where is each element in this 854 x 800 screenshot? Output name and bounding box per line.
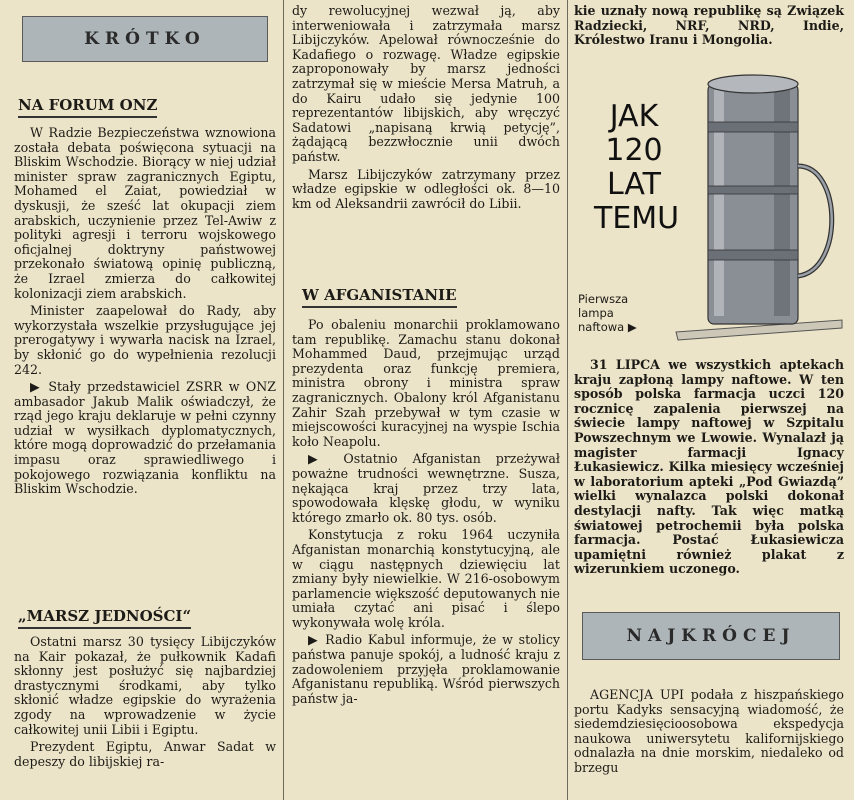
kerosene-lamp-illustration (674, 70, 846, 342)
paragraph: ▶ Radio Kabul informuje, że w stolicy państwa panuje spokój, a ludność kraju z zadowoleniem przyjęła proklamowanie Afganistanu republiką. Wśród pierwszych państw ja- (292, 632, 560, 706)
article-lampa-naftowa (574, 358, 844, 580)
krotko-header-box (22, 16, 268, 62)
paragraph: Po obaleniu monarchii proklamowano tam republikę. Zamachu stanu dokonał Mohammed Daud, przejmując urząd prezydenta oraz funkcję premiera, ministra obrony i ministra spraw zagranicznych. Obalony król Afganistanu Zahir Szah przebywał w tym czasie w miejscowości kuracyjnej na wyspie Ischia koło Neapolu. (292, 317, 560, 449)
article-forum-onz (14, 126, 276, 500)
najkrocej-header-box (582, 612, 840, 660)
paragraph: Ostatni marsz 30 tysięcy Libijczyków na Kair pokazał, że pułkownik Kadafi skłonny jest posłużyć się najbardziej drastycznymi środkami, aby tylko skłonić władze egipskie do wyrażenia zgody na wprowadzenie w życie całkowitej unii Libii i Egiptu. (14, 634, 276, 737)
lamp-caption (578, 292, 637, 334)
paragraph: ▶ Stały przedstawiciel ZSRR w ONZ ambasador Jakub Malik oświadczył, że rząd jego kraju deklaruje w pełni czynny udział w wysiłkach dyplomatycznych, które mogą doprowadzić do przełamania impasu oraz sprawiedliwego i pokojowego rozwiązania konfliktu na Bliskim Wschodzie. (14, 379, 276, 497)
section-title-forum-onz: NA FORUM ONZ (18, 96, 157, 118)
illustration-title-line: JAK (609, 99, 659, 134)
paragraph: dy rewolucyjnej wezwał ją, aby interweniowała i zatrzymała marsz Libijczyków. Apelował równocześnie do Kadafiego o rozwagę. Władze egipskie zaproponowały by marsz jedności zatrzymał się w mieście Mersa Matruh, a do Kairu udało się jedynie 100 reprezentantów libijskich, aby wręczyć Sadatowi „napisaną krwią petycję”, żądającą bezzwłocznie unii dwóch państw. (292, 3, 560, 164)
lamp-caption-line: lampa (578, 306, 614, 320)
lamp-caption-line: Pierwsza (578, 292, 629, 306)
paragraph: ▶ Ostatnio Afganistan przeżywał poważne trudności wewnętrzne. Susza, nękająca kraj przez trzy lata, spowodowała klęskę głodu, w wyniku którego zmarło ok. 80 tys. osób. (292, 451, 560, 525)
article-afganistan-continued (574, 4, 844, 51)
section-title-marsz-jednosci: „MARSZ JEDNOŚCI“ (18, 607, 191, 629)
illustration-title-line: 120 (605, 133, 663, 168)
paragraph: 31 LIPCA we wszystkich aptekach kraju zapłoną lampy naftowe. W ten sposób polska farmacja uczci 120 rocznicę zapalenia pierwszej na świecie lampy naftowej w Szpitalu Powszechnym we Lwowie. Wynalazł ją magister farmacji Ignacy Łukasiewicz. Kilka miesięcy wcześniej w laboratorium apteki „Pod Gwiazdą” wielki wynalazca polski dokonał destylacji nafty. Tak więc matką światowej petrochemii była polska farmacja. Postać Łukasiewicza upamiętni również plakat z wizerunkiem uczonego. (574, 357, 844, 577)
section-title-w-afganistanie: W AFGANISTANIE (302, 286, 457, 308)
paragraph: kie uznały nową republikę są Związek Radziecki, NRF, NRD, Indie, Królestwo Iranu i Mongolia. (574, 3, 844, 48)
illustration-title-line: LAT (607, 167, 661, 202)
najkrocej-header-label: NAJKRÓCEJ (626, 626, 796, 646)
column-3 (574, 0, 846, 800)
column-divider (567, 0, 568, 800)
article-agencja-upi (574, 688, 844, 779)
column-divider (283, 0, 284, 800)
krotko-header-label: KRÓTKO (84, 29, 206, 49)
article-marsz-continued (292, 4, 560, 214)
paragraph: W Radzie Bezpieczeństwa wznowiona została debata poświęcona sytuacji na Bliskim Wschodzie. Biorący w niej udział minister spraw zagranicznych Egiptu, Mohamed el Zaiat, powiedział w dyskusji, że sześć lat okupacji ziem arabskich, uczynienie przez Tel-Awiw z polityki agresji i terroru wojskowego oficjalnej doktryny państwowej przekonało światową opinię publiczną, że Izrael zmierza do całkowitej kolonizacji ziem arabskich. (14, 125, 276, 301)
paragraph: Marsz Libijczyków zatrzymany przez władze egipskie w odległości ok. 8—10 km od Aleksandrii zawrócił do Libii. (292, 166, 560, 211)
paragraph: Konstytucja z roku 1964 uczyniła Afganistan monarchią konstytucyjną, ale w ciągu następnych dziewięciu lat zmiany były niewielkie. W 216-osobowym parlamencie większość deputowanych nie umiała czytać ani pisać i ślepo wykonywała wolę króla. (292, 527, 560, 630)
article-marsz-jednosci (14, 635, 276, 772)
paragraph: Minister zaapelował do Rady, aby wykorzystała wszelkie przysługujące jej prerogatywy i wywarła nacisk na Izrael, by skłonić go do wypełnienia rezolucji 242. (14, 303, 276, 377)
paragraph: Prezydent Egiptu, Anwar Sadat w depeszy do libijskiej ra- (14, 739, 276, 769)
article-w-afganistanie (292, 318, 560, 709)
paragraph: AGENCJA UPI podała z hiszpańskiego portu Kadyks sensacyjną wiadomość, że siedemdziesięcioosobowa ekspedycja naukowa uniwersytetu kalifornijskiego odnalazła na dnie morskim, niedaleko od brzegu (574, 687, 844, 775)
illustration-title-line: TEMU (594, 201, 680, 236)
lamp-caption-line: naftowa ▶ (578, 320, 637, 334)
illustration-title (594, 99, 680, 236)
column-2 (292, 0, 562, 800)
column-1 (10, 0, 278, 800)
